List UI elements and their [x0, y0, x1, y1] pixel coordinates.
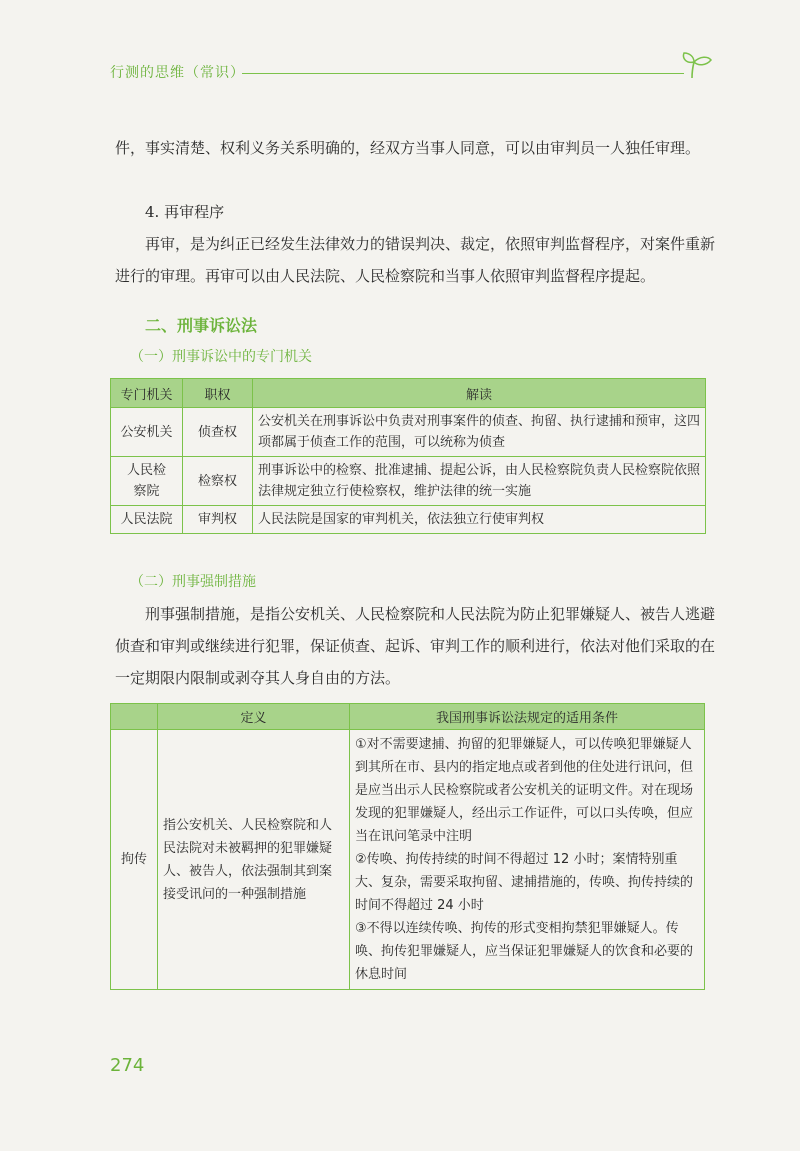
- condition-item: ①对不需要逮捕、拘留的犯罪嫌疑人，可以传唤犯罪嫌疑人到其所在市、县内的指定地点或者到他的住处进行讯问，但是应当出示人民检察院或者公安机关的证明文件。对在现场发现的犯罪嫌疑人，经出示工作证件，可以口头传唤，但应当在讯问笔录中注明: [355, 737, 694, 844]
- subsection-title-measures: （二）刑事强制措施: [130, 574, 256, 590]
- table-header-row: [111, 704, 705, 730]
- conditions-cell: [350, 730, 705, 990]
- sprout-icon: [680, 48, 714, 82]
- table-row: [111, 457, 706, 506]
- agencies-table: [110, 378, 706, 534]
- table-cell: 审判权: [183, 506, 253, 534]
- table-cell: 人民法院: [111, 506, 183, 534]
- table-header: 专门机关: [111, 379, 183, 408]
- page-number: 274: [110, 1055, 145, 1076]
- subsection-title-agencies: （一）刑事诉讼中的专门机关: [130, 349, 312, 365]
- table-cell: 检察权: [183, 457, 253, 506]
- table-cell: 刑事诉讼中的检察、批准逮捕、提起公诉，由人民检察院负责人民检察院依照法律规定独立行使检察权，维护法律的统一实施: [253, 457, 706, 506]
- table-cell: 公安机关: [111, 408, 183, 457]
- table-header-row: [111, 379, 706, 408]
- section-title: 二、刑事诉讼法: [145, 316, 258, 335]
- header-rule: [242, 73, 684, 74]
- paragraph-retrial: 再审，是为纠正已经发生法律效力的错误判决、裁定，依照审判监督程序，对案件重新进行的审理。再审可以由人民法院、人民检察院和当事人依照审判监督程序提起。: [115, 235, 716, 285]
- paragraph-continuation: 件，事实清楚、权利义务关系明确的，经双方当事人同意，可以由审判员一人独任审理。: [115, 139, 701, 157]
- table-cell: 公安机关在刑事诉讼中负责对刑事案件的侦查、拘留、执行逮捕和预审，这四项都属于侦查工作的范围，可以统称为侦查: [253, 408, 706, 457]
- table-cell: 人民检察院: [111, 457, 183, 506]
- table-row: [111, 730, 705, 990]
- table-header: [111, 704, 158, 730]
- summons-table: [110, 703, 705, 990]
- condition-item: ②传唤、拘传持续的时间不得超过 12 小时；案情特别重大、复杂，需要采取拘留、逮捕措施的，传唤、拘传持续的时间不得超过 24 小时: [355, 852, 694, 913]
- table-header: 解读: [253, 379, 706, 408]
- table-header: 职权: [183, 379, 253, 408]
- table-cell: 人民法院是国家的审判机关，依法独立行使审判权: [253, 506, 706, 534]
- running-header: 行测的思维（常识）: [110, 65, 245, 81]
- table-row: [111, 506, 706, 534]
- table-row: [111, 408, 706, 457]
- subheading-retrial: 4. 再审程序: [145, 203, 225, 221]
- condition-item: ③不得以连续传唤、拘传的形式变相拘禁犯罪嫌疑人。传唤、拘传犯罪嫌疑人，应当保证犯罪嫌疑人的饮食和必要的休息时间: [355, 921, 694, 982]
- paragraph-measures: 刑事强制措施，是指公安机关、人民检察院和人民法院为防止犯罪嫌疑人、被告人逃避侦查和审判或继续进行犯罪，保证侦查、起诉、审判工作的顺利进行，依法对他们采取的在一定期限内限制或剥夺其人身自由的方法。: [115, 605, 716, 687]
- table-cell: 侦查权: [183, 408, 253, 457]
- table-cell: 指公安机关、人民检察院和人民法院对未被羁押的犯罪嫌疑人、被告人，依法强制其到案接受讯问的一种强制措施: [158, 730, 350, 990]
- table-header: 定义: [158, 704, 350, 730]
- table-cell: 拘传: [111, 730, 158, 990]
- table-header: 我国刑事诉讼法规定的适用条件: [350, 704, 705, 730]
